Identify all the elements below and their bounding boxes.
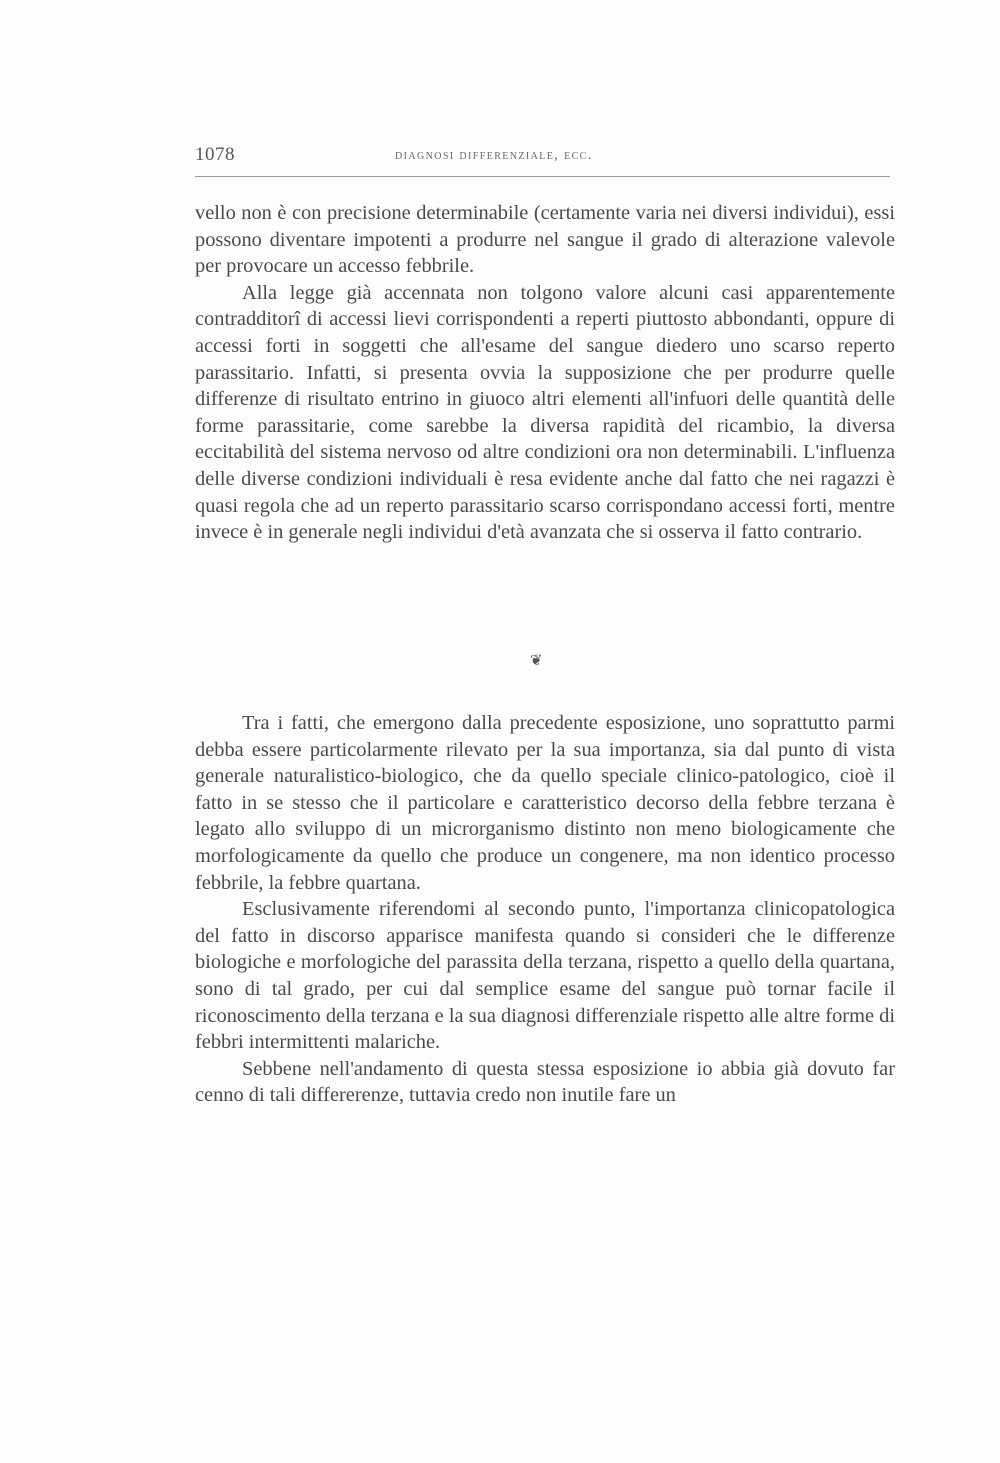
body-section-2 <box>195 710 895 1109</box>
fleuron-icon: ❦ <box>530 653 543 669</box>
page-number: 1078 <box>195 144 235 165</box>
paragraph-continuation: vello non è con precisione determinabile (certamente varia nei diversi individui), essi possono diventare impotenti a produrre nel sangue il grado di alterazione valevole per provocare un accesso febbrile. <box>195 202 895 278</box>
paragraph: Alla legge già accennata non tolgono valore alcuni casi apparentemente contradditorî di accessi lievi corrispondenti a reperti piuttosto abbondanti, oppure di accessi forti in soggetti che all'esame del sangue diedero uno scarso reperto parassitario. Infatti, si presenta ovvia la supposizione che per produrre quelle differenze di risultato entrino in giuoco altri elementi all'infuori delle quantità delle forme parassitarie, come sarebbe la diversa rapidità del ricambio, la diversa eccitabilità del sistema nervoso od altre condizioni ora non determinabili. L'influenza delle diverse condizioni individuali è resa evidente anche dal fatto che nei ragazzi è quasi regola che ad un reperto parassitario scarso corrispondano accessi forti, mentre invece è in generale negli individui d'età avanzata che si osserva il fatto contrario. <box>195 281 895 544</box>
paragraph: Tra i fatti, che emergono dalla precedente esposizione, uno soprattutto parmi debba essere particolarmente rilevato per la sua importanza, sia dal punto di vista generale naturalistico-biologico, che da quello speciale clinico-patologico, cioè il fatto in se stesso che il particolare e caratteristico decorso della febbre terzana è legato allo sviluppo di un microrganismo distinto non meno biologicamente che morfologicamente da quello che produce un congenere, ma non identico processo febbrile, la febbre quartana. <box>195 712 895 894</box>
running-head <box>195 142 895 172</box>
header-rule <box>195 176 890 177</box>
paragraph: Sebbene nell'andamento di questa stessa esposizione io abbia già dovuto far cenno di tali differerenze, tuttavia credo non inutile fare un <box>195 1057 895 1107</box>
body-section-1 <box>195 200 895 546</box>
paragraph: Esclusivamente riferendomi al secondo punto, l'importanza clinicopatologica del fatto in discorso apparisce manifesta quando si consideri che le differenze biologiche e morfologiche del parassita della terzana, rispetto a quello della quartana, sono di tal grado, per cui dal semplice esame del sangue può tornar facile il riconoscimento della terzana e la sua diagnosi differenziale rispetto alle altre forme di febbri intermittenti malariche. <box>195 898 895 1054</box>
running-title: diagnosi differenziale, ecc. <box>395 148 593 163</box>
